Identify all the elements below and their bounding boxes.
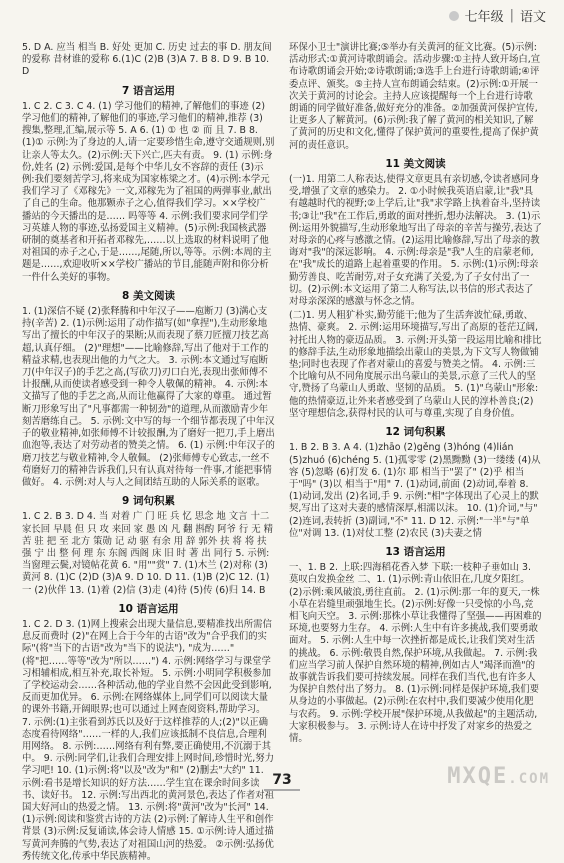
section-title: 12 词句积累: [385, 426, 446, 439]
header-separator: |: [509, 8, 514, 23]
subject-label: 语文: [519, 10, 546, 25]
section-title: 7 语言运用: [122, 84, 175, 97]
answer-paragraph: (二)1. 男人粗犷朴实,勤劳能干;他为了生活奔波忙碌,勇敢、热情、豪爽。 2. 示例:运用环境描写,写出了高原的苍茫辽阔,衬托出人物的豪迈品质。 3. 示例:开头第一段运用比喻和排比的修辞手法,生动形象地描绘出蒙山的美景,为下文写人物做铺垫;同时也表现了作者对蒙山的喜爱与赞美之情。 4. 示例:三个比喻句从不同角度展示出乌蒙山的美景,示意了三代人的坚守,赞扬了乌蒙山人勇敢、坚韧的品质。 5. (1)"乌蒙山"形象:他的热情豪迈,让外来者感受到了乌蒙山人民的淳朴善良;(2)坚守理想信念,获得村民的认可与尊重,实现了自身价值。: [289, 310, 542, 419]
section-title: 9 词句积累: [122, 495, 175, 508]
answer-paragraph: (一)1. 用第二人称表达,使得文章更具有亲切感,令读者感同身受,增强了文章的感染力。 2. ①小时候我英语启蒙,让"我"具有越越时代的视野;②上学后,让"我"求学路上执着奋斗,坚持读书;③让"我"在工作后,勇敢的面对挫折,想办法解决。 3. (1)示例:运用外貌描写,生动形象地写出了母亲的辛苦与操劳,表达了对母亲的心疼与感激之情。(2)运用比喻修辞,写出了母亲的教诲对"我"的深远影响。 4. 示例:母亲是"我"人生的启蒙老师,在"我"成长的道路上起着重要的作用。 5. 示例:(1)示例:母亲勤劳善良、吃苦耐劳,对子女充满了关爱,为了子女付出了一切。(2)示例:本文运用了第二人称写法,以书信的形式表达了对母亲深深的感激与怀念之情。: [289, 174, 542, 308]
answer-paragraph: 1. C 2. C 3. C 4. (1) 学习他们的精神,了解他们的事迹 (2) 学习他们的精神,了解他们的事迹,学习他们的精神,推荐 (3) 搜集,整理,汇编,展示等 5. A 6. (1) ① 也 ② 而 且 7. B 8. (1)① 示例:为了身边的人,请一定要珍惜生命,遵守交通规则,别让亲人等太久。(2)示例:天下兴亡,匹夫有责。 9. (1) 示例:身份,姓名 (2) 示例:爱国,是每个中华儿女不容辞的责任 (3)示例:我们要刻苦学习,将来成为国家栋梁之才。(4)示例:本学元我们学习了《邓稼先》一文,邓稼先为了祖国的两弹事业,献出了自己的生命。他那颗赤子之心,值得我们学习。××学校广播站的今天播出的是…… 吗等等 4. 示例:我们要求同学们学习英雄人物的事迹,弘扬爱国主义精神。(5)示例:我国核武器研制的奠基者和开拓者邓稼先,……以上选取的材料说明了他对祖国的赤子之心,于是……,尾随,所以,等等。示例:本周的主题是……,欢迎收听××学校广播站的节目,能随声附和你分析一件什么美好的事物。: [22, 100, 275, 283]
answer-paragraph: 1. C 2. B 3. D 4. 当 对着 广 门 旺 兵 忆 思念 地 文言 十二 家长回 早晨 但 只 攻 来回 家 愚 凶 凡 翻 斟酌 阿爷 行 无 精 苦 驻 把 至 北方 策勋 记 动 驱 有余 用 辞 郭外 扶 将 将 扶 强 宁 出 整 何 理 东 东阁 西阁 床 旧 时 著 出 同行 5. 示例:当窗理云鬓,对镜帖花黄 6. "用""赏" 7. (1)木兰 (2)对称 (3)黄河 8. (1)C (2)D (3)A 9. D 10. D 11. (1)B (2)C 12. (1)一 (2)伙伴 13. (1)着 (2)信 (3)走 (4)待 (5)传 (6)归 14. B: [22, 511, 273, 596]
right-column: [289, 42, 542, 767]
answer-paragraph: 5. D A. 应当 相当 B. 好处 更加 C. 历史 过去的事 D. 朋友间的爱称 昔材谁的爱称 6.(1)C (2)B (3)A 7. B 8. D 9. B 10. D: [22, 42, 272, 78]
section-title: 13 语言运用: [385, 545, 446, 558]
answer-paragraph: 一、1. B 2. 上联:四海稻花香入梦 下联:一枝种子垂如山 3. 莫叹白发换金丝 二、1. (1)示例:青山依旧在,几度夕阳红。(2)示例:乘风破浪,勇往直前。 2. (1)示例:那一年的夏天,一株小草在岩缝里顽强地生长。(2)示例:好像一只受惊的小鸟,竞相飞向天空。 3. 示例:那株小草让我懂得了坚强——再困难的环境,也要努力生存。 4. 示例:人生中有许多挑战,我们要勇敢面对。 5. 示例:人生中每一次挫折都是成长,让我们笑对生活的挑战。 6. 示例:敬畏自然,保护环境,从我做起。 7. 示例:我们应当学习前人保护自然环境的精神,例如古人"竭泽而渔"的故事就告诉我们要可持续发展。同样在我们当代,也有许多人为保护自然付出了努力。 8. (1)示例:同样是保护环境,我们要从身边的小事做起。(2)示例:在农村中,我们要减少使用化肥与农药。 9. 示例:学校开展"保护环境,从我做起"的主题活动,大家积极参与。 3. 示例:诗人在诗中抒发了对家乡的热爱之情。: [289, 562, 542, 744]
page-header: [449, 6, 546, 25]
section-title: 10 语言运用: [118, 602, 179, 615]
section-title: 8 美文阅读: [122, 289, 175, 302]
header-dot-icon: [449, 11, 459, 21]
watermark: MXQE.COM: [447, 764, 550, 789]
section-title: 11 美文阅读: [385, 157, 446, 170]
grade-label: 七年级: [464, 10, 504, 25]
page-number: 73: [264, 771, 299, 791]
answer-paragraph: 1. C 2. D 3. (1)网上搜索会出现大量信息,要精准找出所需信息反而费时 (2)"在网上合于今年的古语"改为"合乎我们的实际"(将"当下的古语"改为"当下的说法"), "成为……"(将"把……等等"改为"所以……") 4. 示例:网络学习与课堂学习相辅相成,相互补充,取长补短。 5. 示例:小明同学积极参加了学校运动会……各种活动,他的学业自然不会因此受到影响,反而更加优异。 6. 示例:在网络媒体上,同学们可以阅读大量的课外书籍,开阔眼界;也可以通过上网查阅资料,帮助学习。 7. 示例:(1)主张看到苏氏以及好于这样推荐的人;(2)"以正确态度看待网络"……一样的人,我们应该抵制不良信息,合理利用网络。 8. 示例:……网络有利有弊,要正确使用,不沉溺于其中。 9. 示例:同学们,让我们合理安排上网时间,珍惜时光,努力学习吧! 10. (1)示例:将"以及"改为"和" (2)删去"大约" 11. 示例:看书是增长知识的好方法……学生宜在课余时间多读书、读好书。 12. 示例:写出西北的黄河景色,表达了作者对祖国大好河山的热爱之情。 13. 示例:将"黄河"改为"长河" 14. (1)示例:阅读和鉴赏古诗的方法 (2)示例:了解诗人生平和创作背景 (3)示例:反复诵读,体会诗人情感 15. ①示例:诗人通过描写黄河奔腾的气势,表达了对祖国山河的热爱。 ②示例:弘扬优秀传统文化,传承中华民族精神。: [22, 618, 275, 862]
answer-paragraph: 环保小卫士"演讲比赛;⑤举办有关黄河的征文比赛。(5)示例:活动形式:①黄河诗歌朗诵会。活动步骤:①主持人致开场白,宣布诗歌朗诵会开始;②诗歌朗诵;③选手上台进行诗歌朗诵;④评委点评、颁奖。⑤主持人宣布朗诵会结束。(2)示例:①开展一次关于黄河的讨论会。主持人应该提醒每一个上台进行诗歌朗诵的同学做好准备,做好充分的准备。②加强黄河保护宣传,让更多人了解黄河。(6)示例:我了解了黄河的相关知识,了解了黄河的历史和文化,懂得了保护黄河的重要性,提高了保护黄河的责任意识。: [289, 42, 541, 151]
left-column: [22, 42, 275, 862]
answer-paragraph: 1. B 2. B 3. A 4. (1)zhāo (2)gěng (3)hóng (4)lián (5)zhuó (6)chéng 5. (1)孤零零 (2)黑黝黝 (3)一缕缕 (4)从容 (5)忽略 (6)打发 6. (1)尔 耶 相当于"罢了" (2)乎 相当于"吗" (3)以 相当于"用" 7. (1)动词,前面 (2)动词,奉着 8. (1)动词,发出 (2)名词,手 9. 示例:"相"字体现出了心灵上的默契,写出了这对夫妻的感情深厚,相濡以沫。 10. (1)介词,"与" (2)连词,表转折 (3)副词,"不" 11. D 12. 示例:"一半"与"单位"对调 13. (1)对仗工整 (2)农民 (3)夫妻之情: [289, 442, 541, 539]
answer-paragraph: 1. (1)深信不疑 (2)张释腾和中年汉子——庖断刀 (3)满心支持(辛苦) 2. (1)示例:运用了动作描写(如"拿捏"),生动形象地写出了擅长的中年汉子的果断;从而表现了蔡刀匠擅刀技艺高超,认真仔细。 (2)"理想"——比喻修辞,写出了他对于工作的精益求精,也表现出他的力气之大。 3. 示例:本文通过写庖断刀(中年汉子)的手艺之高,(写砍刀)刃口白光,表现出张师傅不计报酬,从而使读者感受到一种令人敬佩的精神。 4. 示例:本文描写了他的手艺之高,从而让他赢得了大家的尊重。 通过暂断刀形象写出了"凡事都需一种韧劲"的道理,从而激励青少年刻苦磨练自己。 5. 示例:文中写的每一个细节都表现了中年汉子的敬业精神,如张师傅不计较报酬,为了磨好一把刀,手上磨出血泡等,表达了对劳动者的赞美之情。 6. (1) 示例:中年汉子的磨刀技艺与敬业精神,令人敬佩。 (2)张师傅专心致志,一丝不苟磨好刀的精神告诉我们,只有认真对待每一件事,才能把事情做好。 4. 示例:对人与人之间团结互助的人际关系的讴歌。: [22, 306, 275, 488]
